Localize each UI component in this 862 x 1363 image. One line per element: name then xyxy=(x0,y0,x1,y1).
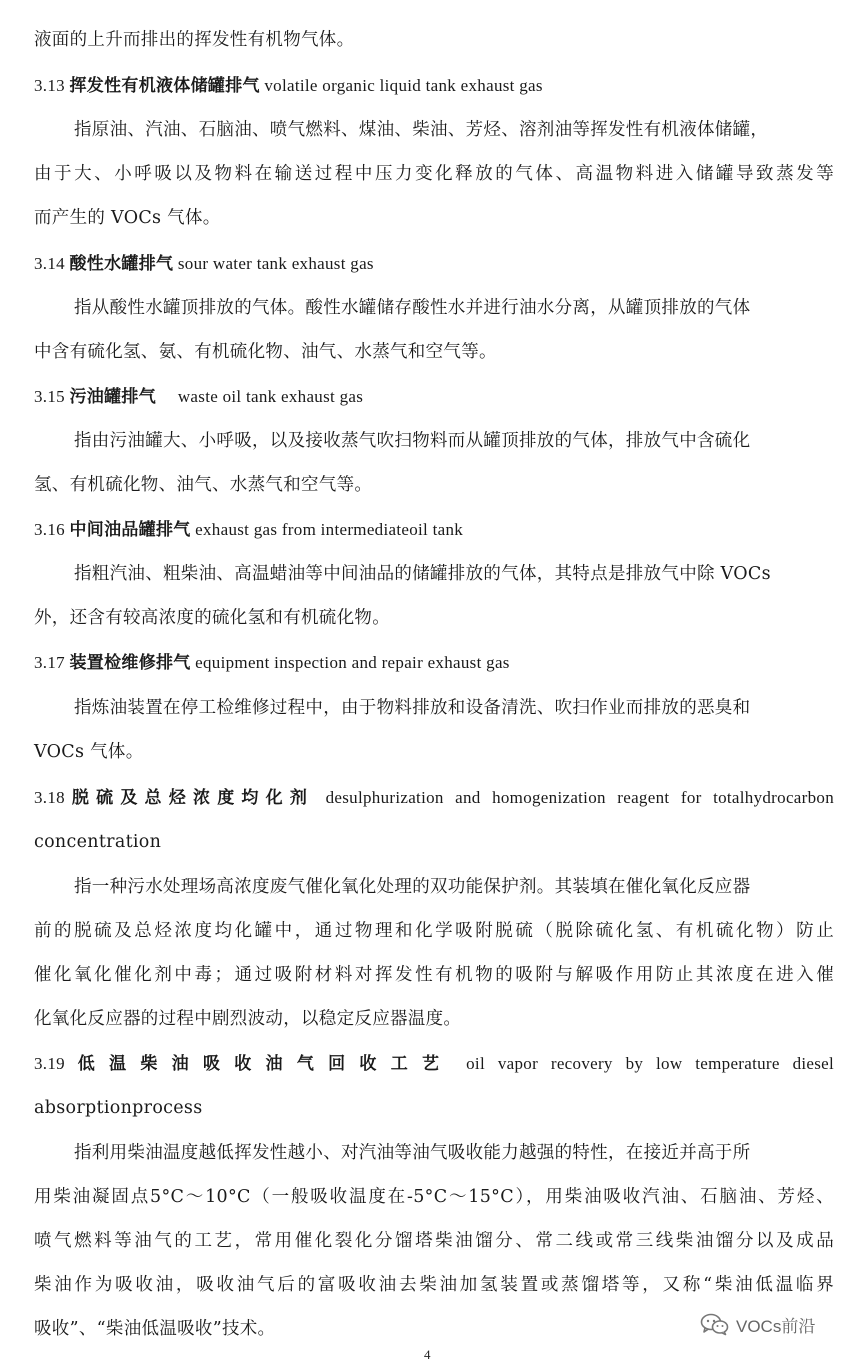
section-title-zh: 装置检维修排气 xyxy=(69,653,191,673)
text-line: 指原油、汽油、石脑油、喷气燃料、煤油、柴油、芳烃、溶剂油等挥发性有机液体储罐， xyxy=(74,120,769,140)
text-line: 液面的上升而排出的挥发性有机物气体。 xyxy=(34,30,355,50)
text-line: 指一种污水处理场高浓度废气催化氧化处理的双功能保护剂。其装填在催化氧化反应器 xyxy=(74,877,751,897)
wechat-icon xyxy=(700,1312,730,1336)
section-title-zh: 污油罐排气 xyxy=(69,387,156,407)
section-heading-3-16 xyxy=(34,519,834,541)
text-line: 吸收”、“柴油低温吸收”技术。 xyxy=(34,1319,276,1339)
section-title-zh: 低温柴油吸收油气回收工艺 xyxy=(77,1054,454,1074)
section-heading-3-18 xyxy=(34,787,834,809)
text-line: concentration xyxy=(34,832,162,852)
text-line: 柴油作为吸收油，吸收油气后的富吸收油去柴油加氢装置或蒸馏塔等，又称“柴油低温临界 xyxy=(34,1275,834,1295)
text-line: 喷气燃料等油气的工艺，常用催化裂化分馏塔柴油馏分、常二线或常三线柴油馏分以及成品 xyxy=(34,1231,834,1251)
section-number: 3.14 xyxy=(34,254,70,273)
wechat-watermark xyxy=(700,1310,815,1338)
text-line: 指利用柴油温度越低挥发性越小、对汽油等油气吸收能力越强的特性，在接近并高于所 xyxy=(74,1143,751,1163)
section-heading-3-17 xyxy=(34,652,834,674)
watermark-text: VOCs前沿 xyxy=(736,1316,816,1336)
text-line: 催化氧化催化剂中毒；通过吸附材料对挥发性有机物的吸附与解吸作用防止其浓度在进入催 xyxy=(34,965,834,985)
section-heading-3-13 xyxy=(34,75,834,97)
section-number: 3.13 xyxy=(34,76,70,95)
section-title-en: equipment inspection and repair exhaust gas xyxy=(190,653,510,672)
text-line: VOCs 气体。 xyxy=(34,742,144,762)
text-line: absorptionprocess xyxy=(34,1098,203,1118)
text-line: 前的脱硫及总烃浓度均化罐中，通过物理和化学吸附脱硫（脱除硫化氢、有机硫化物）防止 xyxy=(34,921,834,941)
text-line: 用柴油凝固点5°C～10°C（一般吸收温度在-5°C～15°C），用柴油吸收汽油、石脑油、芳烃、 xyxy=(34,1187,834,1207)
section-title-en: waste oil tank exhaust gas xyxy=(156,387,364,406)
section-heading-3-19 xyxy=(34,1053,834,1075)
section-number: 3.15 xyxy=(34,387,70,406)
section-title-en: oil vapor recovery by low temperature diesel xyxy=(453,1054,835,1073)
section-title-en: volatile organic liquid tank exhaust gas xyxy=(259,76,543,95)
section-title-zh: 脱硫及总烃浓度均化剂 xyxy=(64,788,315,808)
text-line: 指由污油罐大、小呼吸，以及接收蒸气吹扫物料而从罐顶排放的气体，排放气中含硫化 xyxy=(74,431,751,451)
section-number: 3.19 xyxy=(34,1054,78,1073)
section-title-zh: 挥发性有机液体储罐排气 xyxy=(69,76,260,96)
section-number: 3.17 xyxy=(34,653,70,672)
section-title-en: sour water tank exhaust gas xyxy=(173,254,374,273)
text-line: 指从酸性水罐顶排放的气体。酸性水罐储存酸性水并进行油水分离，从罐顶排放的气体 xyxy=(74,298,751,318)
text-line: 中含有硫化氢、氨、有机硫化物、油气、水蒸气和空气等。 xyxy=(34,342,497,362)
section-number: 3.18 xyxy=(34,788,65,807)
section-number: 3.16 xyxy=(34,520,70,539)
section-title-en: exhaust gas from intermediateoil tank xyxy=(190,520,464,539)
section-title-en: desulphurization and homogenization reagent for totalhydrocarbon xyxy=(314,788,834,807)
section-heading-3-15 xyxy=(34,386,834,408)
text-line: 氢、有机硫化物、油气、水蒸气和空气等。 xyxy=(34,475,373,495)
text-line: 外，还含有较高浓度的硫化氢和有机硫化物。 xyxy=(34,608,390,628)
text-line: 由于大、小呼吸以及物料在输送过程中压力变化释放的气体、高温物料进入储罐导致蒸发等 xyxy=(34,164,834,184)
section-title-zh: 中间油品罐排气 xyxy=(69,520,191,540)
text-line: 指粗汽油、粗柴油、高温蜡油等中间油品的储罐排放的气体，其特点是排放气中除 VOCs xyxy=(74,564,771,584)
section-heading-3-14 xyxy=(34,253,834,275)
text-line: 指炼油装置在停工检维修过程中，由于物料排放和设备清洗、吹扫作业而排放的恶臭和 xyxy=(74,698,751,718)
text-line: 而产生的 VOCs 气体。 xyxy=(34,208,221,228)
text-line: 化氧化反应器的过程中剧烈波动，以稳定反应器温度。 xyxy=(34,1009,462,1029)
page-number: 4 xyxy=(424,1347,431,1362)
section-title-zh: 酸性水罐排气 xyxy=(69,254,174,274)
